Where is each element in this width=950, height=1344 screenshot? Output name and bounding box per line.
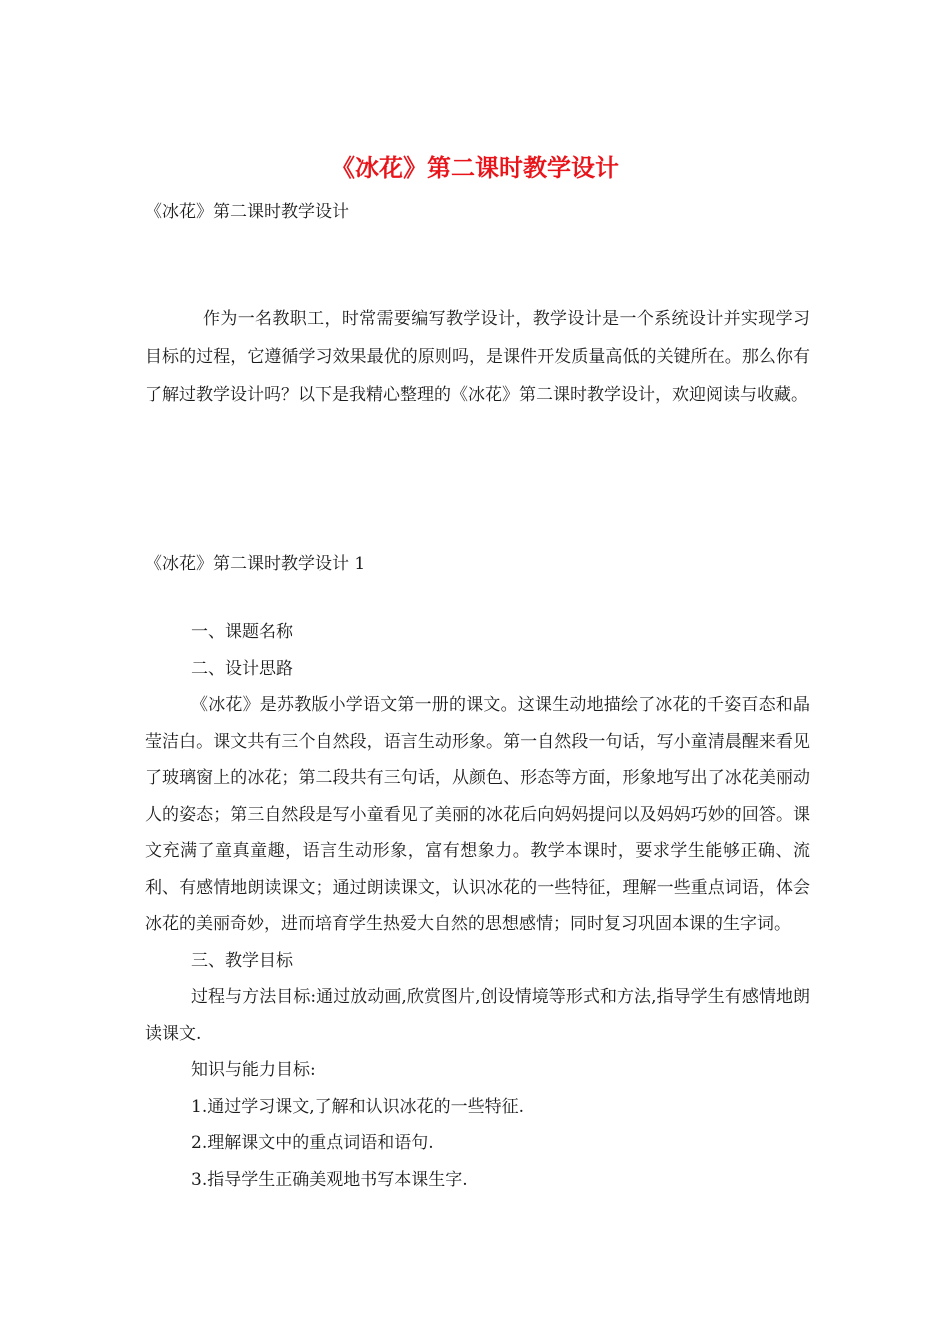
document-subtitle: 《冰花》第二课时教学设计: [145, 202, 349, 222]
design-idea-paragraph: 《冰花》是苏教版小学语文第一册的课文。这课生动地描绘了冰花的千姿百态和晶莹洁白。课文共有三个自然段，语言生动形象。第一自然段一句话，写小童清晨醒来看见了玻璃窗上的冰花；第二段共有三句话，从颜色、形态等方面，形象地写出了冰花美丽动人的姿态；第三自然段是写小童看见了美丽的冰花后向妈妈提问以及妈妈巧妙的回答。课文充满了童真童趣，语言生动形象，富有想象力。教学本课时，要求学生能够正确、流利、有感情地朗读课文；通过朗读课文，认识冰花的一些特征，理解一些重点词语，体会冰花的美丽奇妙，进而培育学生热爱大自然的思想感情；同时复习巩固本课的生字词。: [145, 695, 810, 934]
goal-item-2: 2.理解课文中的重点词语和语句.: [191, 1133, 434, 1153]
intro-paragraph: 作为一名教职工，时常需要编写教学设计，教学设计是一个系统设计并实现学习目标的过程，它遵循学习效果最优的原则吗，是课件开发质量高低的关键所在。那么你有了解过教学设计吗？以下是我精心整理的《冰花》第二课时教学设计，欢迎阅读与收藏。: [145, 309, 810, 405]
process-method-goal: 过程与方法目标:通过放动画,欣赏图片,创设情境等形式和方法,指导学生有感情地朗读课文.: [145, 987, 810, 1044]
heading-teaching-goals: 三、教学目标: [191, 950, 293, 971]
heading-topic-name: 一、课题名称: [191, 622, 293, 642]
body-content: [145, 614, 810, 1198]
section-heading: 《冰花》第二课时教学设计 1: [145, 554, 366, 574]
document-title: 《冰花》第二课时教学设计: [331, 153, 619, 182]
heading-design-idea: 二、设计思路: [191, 658, 293, 679]
knowledge-ability-goal-label: 知识与能力目标:: [191, 1060, 316, 1080]
goal-item-3: 3.指导学生正确美观地书写本课生字.: [191, 1169, 468, 1190]
goal-item-1: 1.通过学习课文,了解和认识冰花的一些特征.: [191, 1096, 525, 1117]
